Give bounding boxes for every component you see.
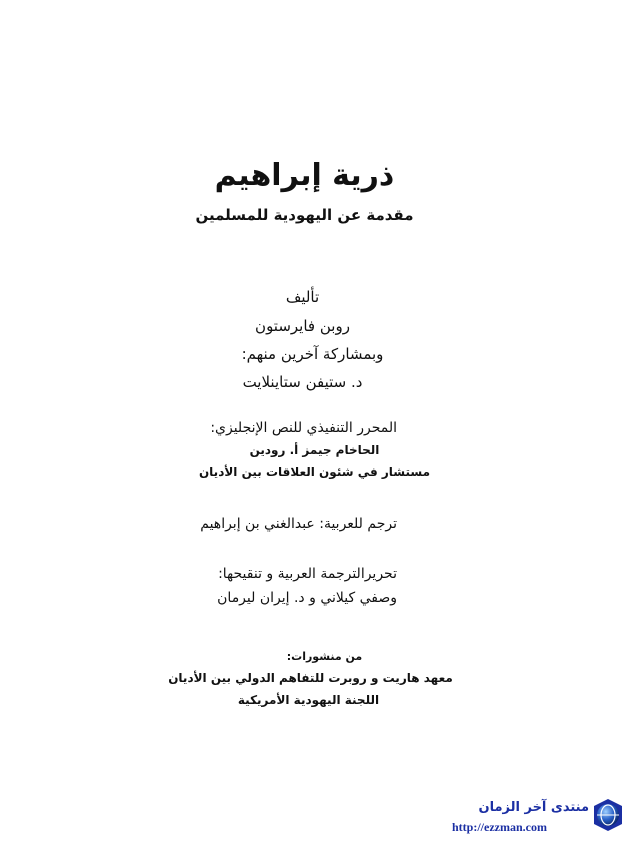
forum-url-link[interactable]: http://ezzman.com xyxy=(452,820,547,834)
forum-name: منتدى آخر الزمان xyxy=(478,800,589,815)
book-title: ذرية إبراهيم xyxy=(214,158,395,193)
collaborator-name: د. ستيفن ستاينلايت xyxy=(242,373,363,391)
editor-name: الحاخام جيمز أ. رودين xyxy=(249,443,380,457)
author-name: روبن فايرستون xyxy=(255,317,350,335)
book-subtitle: مقدمة عن اليهودية للمسلمين xyxy=(195,206,414,224)
publisher-committee: اللجنة اليهودية الأمريكية xyxy=(237,693,380,707)
authors-heading: تأليف xyxy=(285,288,320,306)
editor-heading: المحرر التنفيذي للنص الإنجليزي: xyxy=(210,420,397,436)
revision-heading: تحريرالترجمة العربية و تنقيحها: xyxy=(218,566,397,582)
publishers-heading: من منشورات: xyxy=(286,650,363,663)
publisher-institute: معهد هاريت و روبرت للتفاهم الدولي بين الأديان xyxy=(168,671,453,685)
editor-role: مستشار في شئون العلاقات بين الأديان xyxy=(198,465,431,479)
forum-logo-icon xyxy=(592,798,624,832)
translator-line: ترجم للعربية: عبدالغني بن إبراهيم xyxy=(200,516,397,532)
revision-names: وصفي كيلاني و د. إيران ليرمان xyxy=(217,590,397,606)
collaborators-heading: وبمشاركة آخرين منهم: xyxy=(241,345,384,363)
